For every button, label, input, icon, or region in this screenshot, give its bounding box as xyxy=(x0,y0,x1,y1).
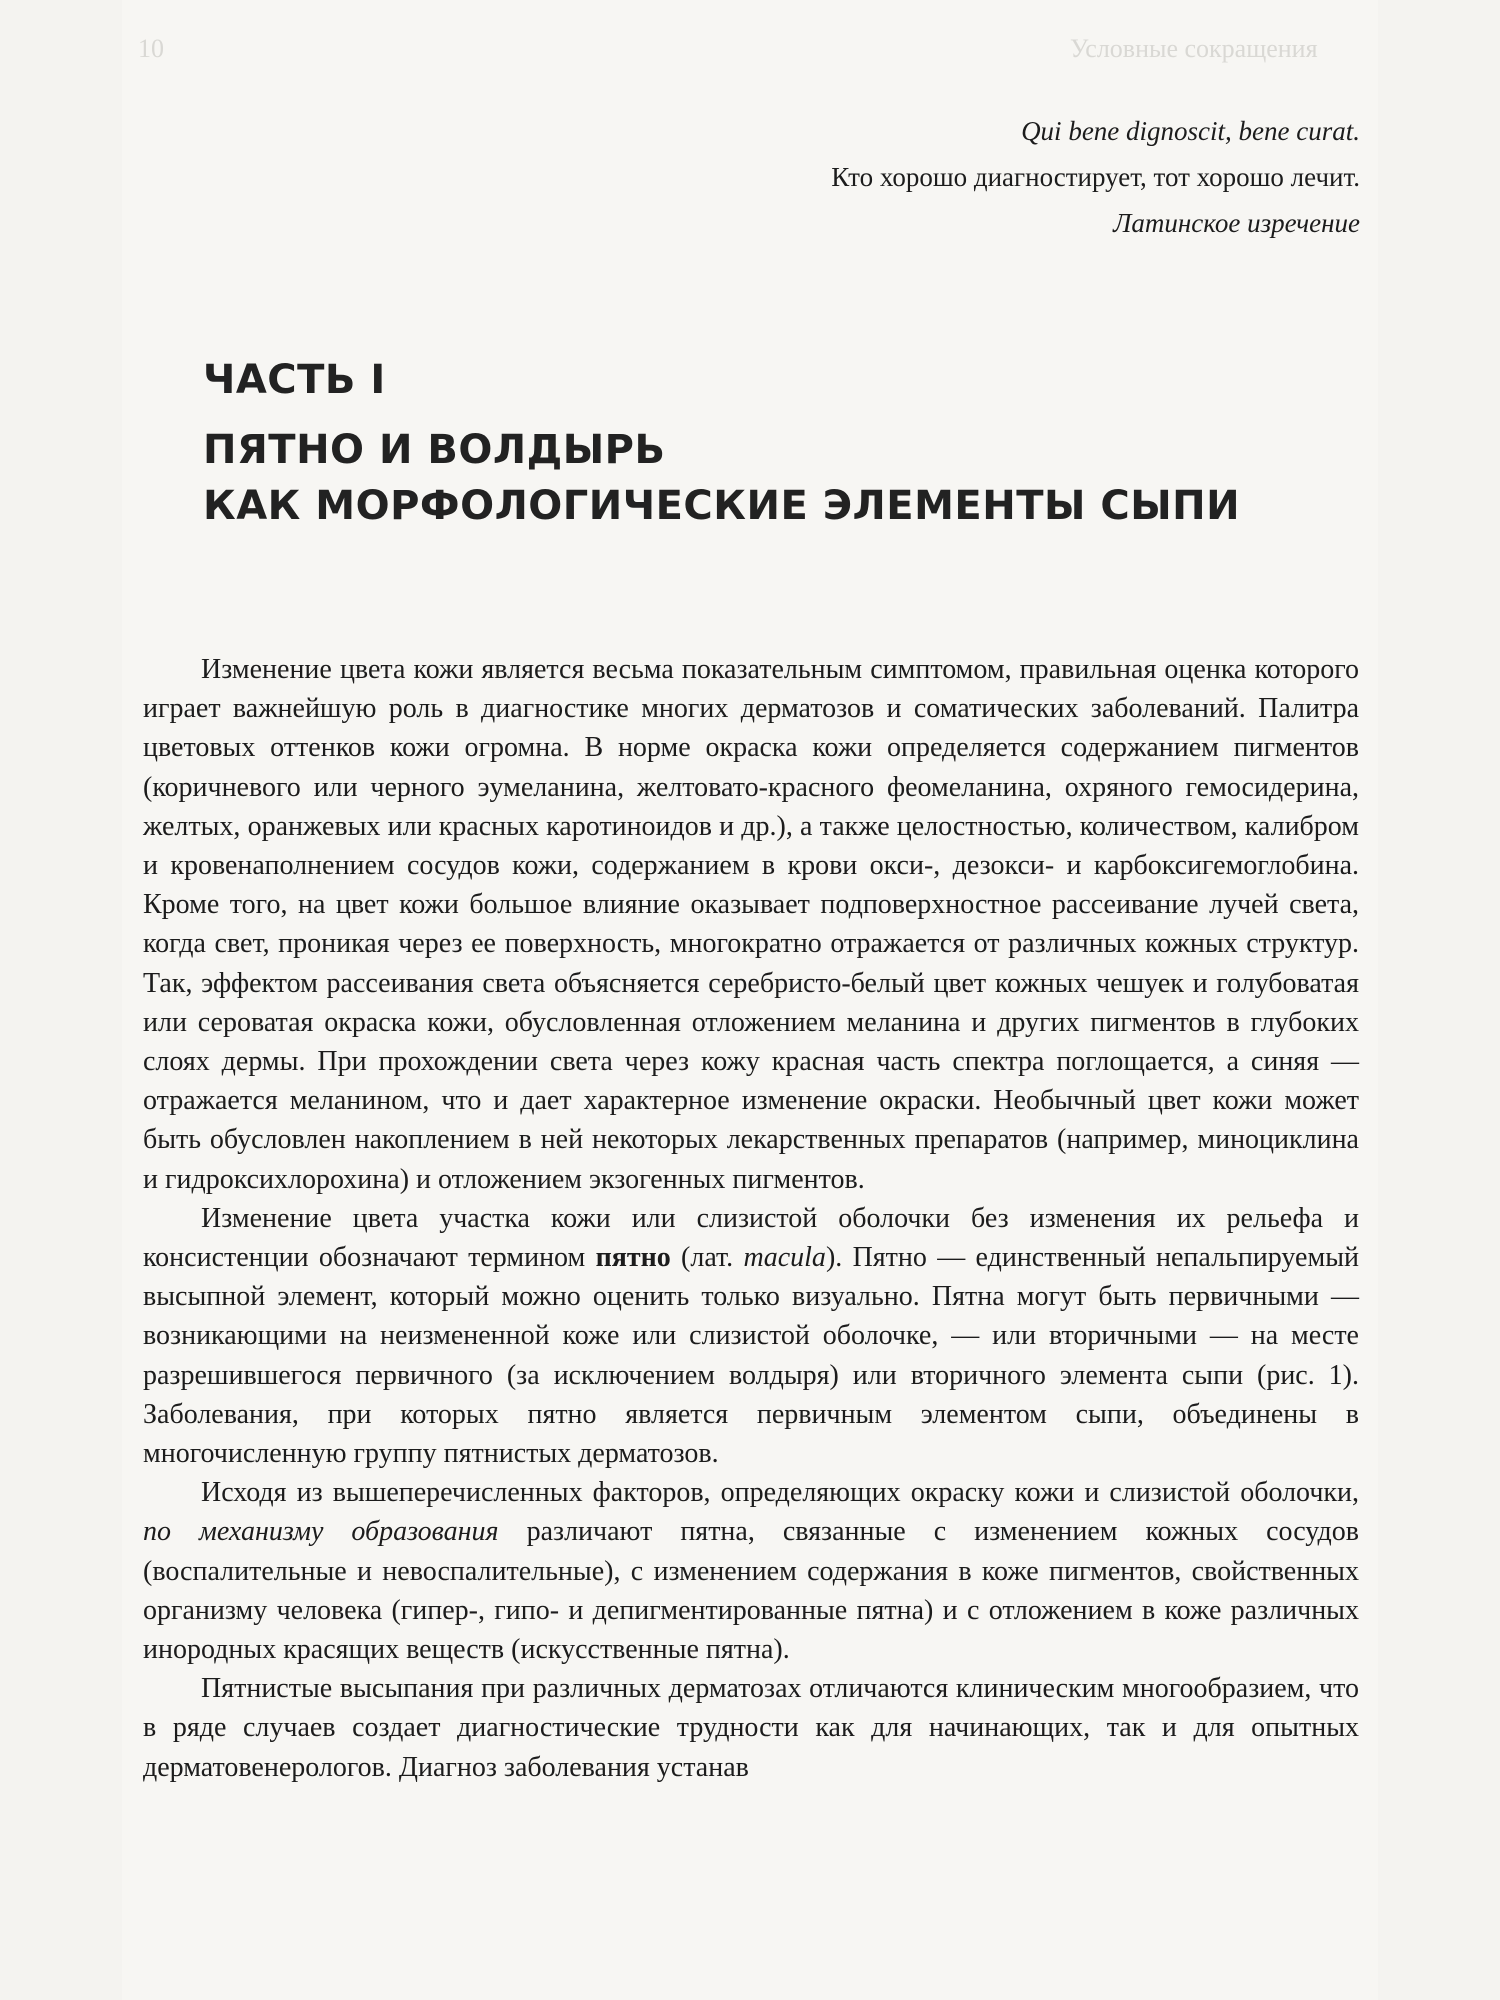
epigraph xyxy=(660,108,1360,246)
term-macula: macula xyxy=(743,1242,826,1274)
part-title xyxy=(203,352,1303,534)
paragraph-2 xyxy=(143,1199,1359,1473)
paragraph-2-text-b: (лат. xyxy=(681,1242,734,1274)
running-title: Условные сокращения xyxy=(1070,34,1318,63)
term-pyatno: пятно xyxy=(595,1242,671,1274)
paragraph-1: Изменение цвета кожи является весьма показательным симптомом, правильная оценка которого играет важнейшую роль в диагностике многих дерматозов и соматических заболеваний. Палитра цветовых оттенков кожи огромна. В норме окраска кожи определяется содержанием пигментов (коричневого или черного эумеланина, желтовато-красного феомеланина, охряного гемосидерина, желтых, оранжевых или красных каротиноидов и др.), а также целостностью, количеством, калибром и кровенаполнением сосудов кожи, содержанием в крови окси-, дезокси- и карбоксигемоглобина. Кроме того, на цвет кожи большое влияние оказывает подповерхностное рассеивание лучей света, когда свет, проникая через ее поверхность, многократно отражается от различных кожных структур. Так, эффектом рассеивания света объясняется серебристо-белый цвет кожных чешуек и голубоватая или сероватая окраска кожи, обусловленная отложением меланина и других пигментов в глубоких слоях дермы. При прохождении света через кожу красная часть спектра поглощается, а синяя — отражается меланином, что и дает характерное изменение окраски. Необычный цвет кожи может быть обусловлен накоплением в ней некоторых лекарственных препаратов (например, миноциклина и гидроксихлорохина) и отложением экзогенных пигментов. xyxy=(143,654,1359,1195)
paragraph-4: Пятнистые высыпания при различных дерматозах отличаются клиническим многообразием, что в ряде случаев создает диагностические трудности как для начинающих, так и для опытных дерматовенерологов. Диагноз заболевания устанав xyxy=(143,1673,1359,1783)
page-number: 10 xyxy=(138,34,164,63)
mechanism-phrase: по механизму образования xyxy=(143,1516,499,1548)
part-title-line-1: ПЯТНО И ВОЛДЫРЬ xyxy=(203,427,666,473)
paragraph-3 xyxy=(143,1473,1359,1669)
paragraph-3-text-b: различают пятна, связанные с изменением кожных сосудов (воспалительные и невоспалительные), с изменением содержания в коже пигментов, свойственных организму человека (гипер-, гипо- и депигментированные пятна) и с отложением в коже различных инородных красящих веществ (искусственные пятна). xyxy=(143,1516,1360,1666)
paragraph-2-text-c: ). Пятно — единственный непальпируемый высыпной элемент, который можно оценить только визуально. Пятна могут быть первичными — возникающими на неизмененной коже или слизистой оболочке, — или вторичными — на месте разрешившегося первичного (за исключением волдыря) или вторичного элемента сыпи (рис. 1). Заболевания, при которых пятно является первичным элементом сыпи, объединены в многочисленную группу пятнистых дерматозов. xyxy=(143,1242,1359,1470)
paragraph-2-text-a: Изменение цвета участка кожи или слизистой оболочки без изменения их рельефа и консистенции обозначают термином xyxy=(143,1202,1359,1274)
part-title-line-2: КАК МОРФОЛОГИЧЕСКИЕ ЭЛЕМЕНТЫ СЫПИ xyxy=(203,483,1241,529)
epigraph-source: Латинское изречение xyxy=(1113,208,1360,238)
epigraph-translation: Кто хорошо диагностирует, тот хорошо лечит. xyxy=(831,162,1360,192)
body-text xyxy=(143,650,1359,1787)
paragraph-3-text-a: Исходя из вышеперечисленных факторов, определяющих окраску кожи и слизистой оболочки, xyxy=(201,1477,1359,1509)
epigraph-latin: Qui bene dignoscit, bene curat. xyxy=(1021,116,1360,146)
part-number: ЧАСТЬ I xyxy=(203,357,386,403)
